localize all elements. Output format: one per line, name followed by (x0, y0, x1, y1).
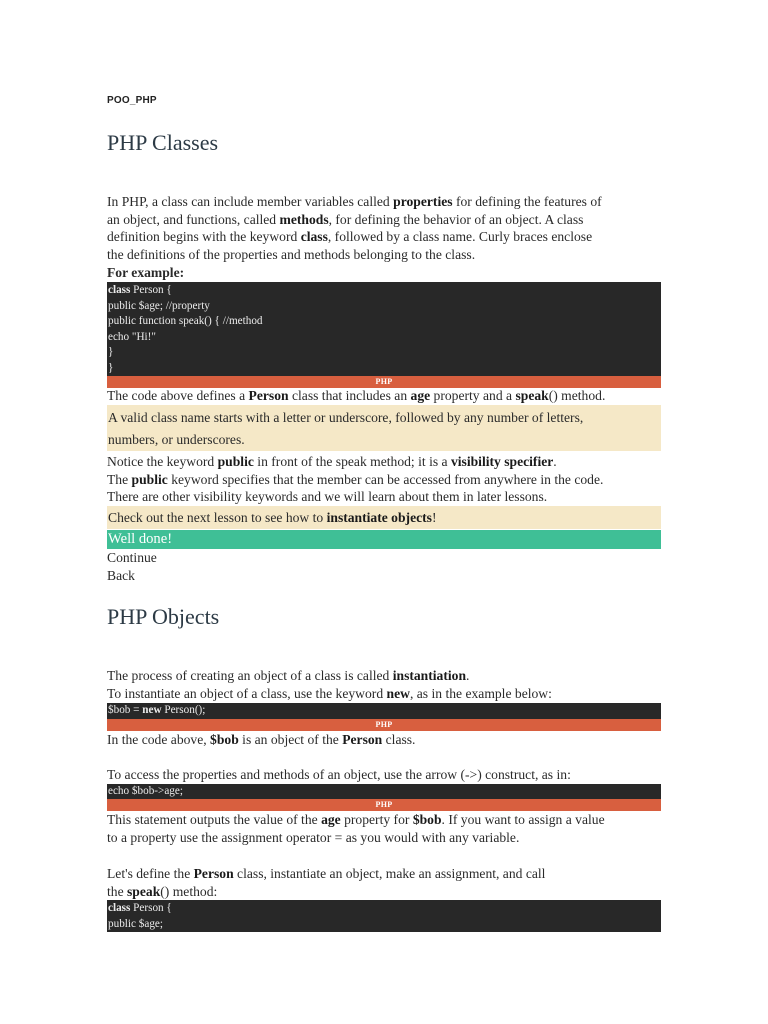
text-line: class Person { (108, 284, 172, 296)
objects-intro-paragraph (107, 667, 552, 702)
text-line: to a property use the assignment operator = as you would with any variable. (107, 829, 520, 845)
bold-term: $bob (210, 732, 239, 747)
classes-intro-paragraph (107, 193, 602, 263)
text-line: Let's define the Person class, instantiate an object, make an assignment, and call (107, 866, 546, 881)
object-explanation-text (107, 731, 415, 749)
example-label: For example: (107, 265, 185, 280)
document-label: POO_PHP (107, 95, 157, 106)
bold-term: Person (248, 388, 289, 403)
text-line: echo "Hi!" (108, 330, 156, 343)
property-access-code-block (107, 784, 661, 799)
text-line: } (108, 361, 114, 374)
text-line: The code above defines a Person class that includes an age property and a speak() method. (107, 388, 606, 403)
text-line: A valid class name starts with a letter or underscore, followed by any number of letters, (108, 410, 584, 425)
bold-term: instantiate objects (326, 510, 432, 525)
text-line: public function speak() { //method (108, 315, 263, 328)
php-language-tag: PHP (107, 376, 661, 388)
text-line: public $age; //property (108, 299, 210, 312)
continue-link[interactable]: Continue (107, 550, 157, 565)
php-language-tag: PHP (107, 799, 661, 811)
bold-term: speak (515, 388, 549, 403)
text-line: class Person { (108, 902, 172, 914)
text-line: the speak() method: (107, 883, 218, 899)
well-done-banner: Well done! (107, 530, 661, 549)
bold-term: methods (279, 211, 329, 227)
text-line: } (108, 346, 114, 359)
bold-term: properties (393, 194, 453, 209)
text-line: an object, and functions, called methods, for defining the behavior of an object. A class (107, 211, 584, 227)
class-code-block (107, 282, 661, 376)
bold-term: class (108, 902, 131, 914)
text-line: To access the properties and methods of an object, use the arrow (->) construct, as in: (107, 767, 571, 782)
text-line: Check out the next lesson to see how to instantiate objects! (108, 510, 437, 525)
text-line: numbers, or underscores. (108, 432, 245, 447)
code-explanation-text (107, 387, 605, 405)
bold-term: public (131, 471, 168, 487)
text-line: In the code above, $bob is an object of the Person class. (107, 732, 416, 747)
bold-term: Person (342, 732, 383, 747)
full-class-code-block (107, 900, 661, 932)
define-class-paragraph (107, 865, 545, 900)
text-line: The process of creating an object of a class is called instantiation. (107, 668, 470, 683)
back-link[interactable]: Back (107, 568, 135, 583)
bold-term: new (142, 704, 162, 716)
php-language-tag: PHP (107, 719, 661, 731)
section-title-php-classes: PHP Classes (107, 130, 219, 155)
bold-term: $bob (412, 812, 442, 827)
text-line: Notice the keyword public in front of the speak method; it is a visibility specifier. (107, 454, 557, 469)
text-line: In PHP, a class can include member variables called properties for defining the features of (107, 194, 602, 209)
text-line: To instantiate an object of a class, use the keyword new, as in the example below: (107, 685, 552, 701)
text-line: public $age; (108, 917, 163, 930)
bold-term: age (410, 388, 431, 403)
bold-term: speak (127, 883, 161, 899)
class-name-rule-note (107, 405, 661, 451)
text-line: $bob = new Person(); (108, 704, 206, 716)
text-line: The public keyword specifies that the member can be accessed from anywhere in the code. (107, 471, 604, 487)
text-line: definition begins with the keyword class, followed by a class name. Curly braces enclose (107, 229, 593, 244)
bold-term: class (300, 229, 328, 244)
bold-term: new (386, 685, 410, 701)
section-title-php-objects: PHP Objects (107, 604, 220, 629)
bold-term: public (217, 454, 254, 469)
bold-term: class (108, 284, 131, 296)
output-explanation-paragraph (107, 811, 605, 846)
bold-term: instantiation (392, 668, 467, 683)
next-lesson-note (107, 506, 661, 529)
bold-term: Person (193, 866, 234, 881)
bold-term: visibility specifier (450, 454, 554, 469)
instantiation-code-block (107, 703, 661, 719)
visibility-paragraph (107, 453, 603, 506)
text-line: echo $bob->age; (108, 785, 183, 797)
bold-term: age (321, 812, 341, 827)
text-line: There are other visibility keywords and we will learn about them in later lessons. (107, 489, 548, 504)
arrow-construct-text (107, 766, 571, 784)
text-line: This statement outputs the value of the age property for $bob. If you want to assign a value (107, 812, 605, 827)
text-line: the definitions of the properties and methods belonging to the class. (107, 246, 476, 262)
